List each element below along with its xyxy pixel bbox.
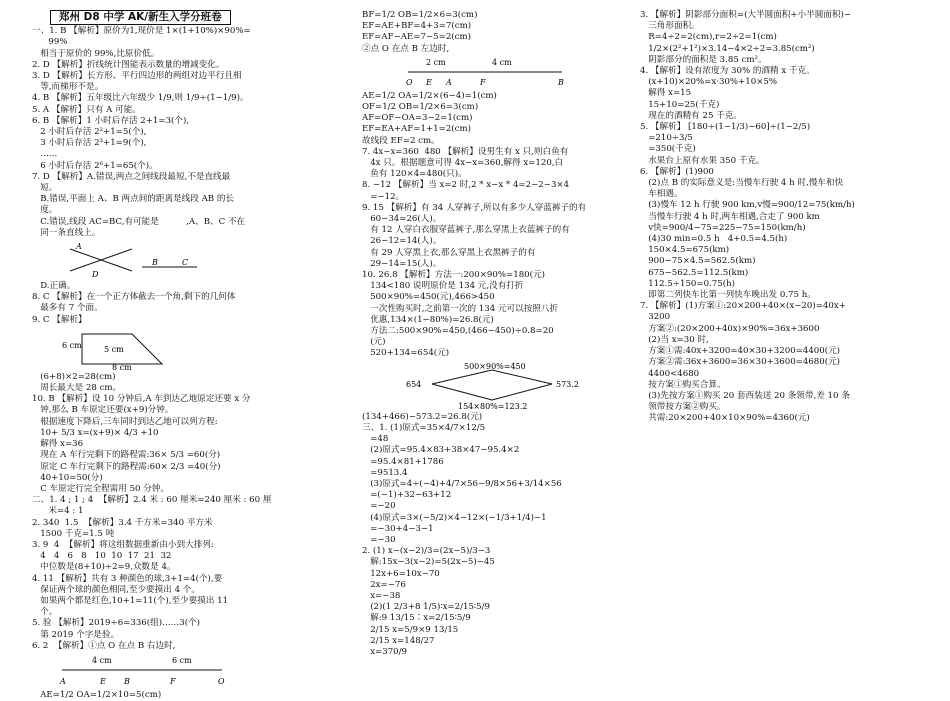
text-line: 2x=−76 <box>362 579 406 590</box>
page-title: 郑州 D8 中学 AK/新生入学分班卷 <box>50 10 231 25</box>
text-line: BF=1/2 OB=1/2×6=3(cm) <box>362 10 478 20</box>
text-line: 134<180 说明原价是 134 元,没有打折 <box>362 281 524 292</box>
text-line: 当慢车行驶 4 h 时,两车相遇,合走了 900 km <box>640 211 820 222</box>
text-line: EF=EA+AF=1+1=2(cm) <box>362 124 471 135</box>
text-line: (x+10)×20%=x·30%+10×5% <box>640 77 778 88</box>
text-line: D.正确。 <box>32 281 76 292</box>
text-line: 方案②需:36x+3600=36×30+3600=4680(元) <box>640 357 841 368</box>
text-line: 8. C 【解析】在一个正方体截去一个角,剩下的几何体 <box>32 292 236 303</box>
text-line: C 车原定行完全程需用 50 分钟。 <box>32 483 170 494</box>
text-line: 度。 <box>32 205 58 216</box>
text-line: 1500 千克=1.5 吨 <box>32 528 115 539</box>
text-line: 900−75×4.5=562.5(km) <box>640 256 756 267</box>
text-line: 150×4.5=675(km) <box>640 245 730 256</box>
text-line: 3 小时后存活 2³+1=9(个), <box>32 138 147 149</box>
text-line: 原定 C 车行完剩下的路程需:60× 2/3 =40(分) <box>32 461 221 472</box>
fig-pt-e: E <box>100 676 106 686</box>
fig-len-2: 6 cm <box>172 655 192 665</box>
text-line: 解:9 13/15∶x=2/15∶5/9 <box>362 613 471 624</box>
text-line: 水果台上原有水果 350 千克。 <box>640 155 765 166</box>
text-line: (3)原式=4÷(−4)+4/7×56−9/8×56+3/14×56 <box>362 478 562 489</box>
text-line: 2. (1) x−(x−2)/3=(2x−5)/3−3 <box>362 546 491 557</box>
fig-tri-left: 654 <box>406 379 422 389</box>
text-line: =95.4×81+1786 <box>362 456 444 467</box>
fig-tri-edge-3 <box>432 384 492 400</box>
fig-tri-right: 573.2 <box>556 379 579 389</box>
fig-len-2: 4 cm <box>492 57 512 67</box>
text-line: 一次性购买时,之前第一次的 134 元可以按照八折 <box>362 303 559 314</box>
text-line: 1/2×(2²+1²)×3.14−4×2÷2=3.85(cm²) <box>640 43 815 54</box>
text-line: 112.5÷150=0.75(h) <box>640 278 735 289</box>
fig-len-1: 2 cm <box>426 57 446 67</box>
text-line: 5. 验 【解析】2019÷6=336(组)……3(个) <box>32 618 201 629</box>
text-line: 2/15 x=5/9×9 13/15 <box>362 624 459 635</box>
text-line: 29−14=15(人)。 <box>362 258 442 269</box>
text-line: 520+134=654(元) <box>362 348 450 359</box>
text-line: =350(千克) <box>640 144 696 155</box>
text-line: 2 小时后存活 2²+1=5(个), <box>32 127 147 138</box>
figure-segment-1 <box>52 654 232 688</box>
text-line: 3. D 【解析】长方形、平行四边形的两组对边平行且相 <box>32 71 242 82</box>
text-line: 6. 【解析】(1)900 <box>640 166 714 177</box>
text-line: 个。 <box>32 607 58 618</box>
text-line: x=−38 <box>362 590 401 601</box>
text-line: 方案②:(20×200+40x)×90%=36x+3600 <box>640 323 820 334</box>
column-1 <box>32 10 352 701</box>
text-line: =−30 <box>362 534 396 545</box>
fig-label-h: 5 cm <box>104 344 124 354</box>
text-line: 解:15x−3(x−2)=5(2x−5)−45 <box>362 557 495 568</box>
text-line: 12x+6=10x−70 <box>362 568 440 579</box>
text-line: EF=AE+BF=4+3=7(cm) <box>362 21 472 32</box>
text-line: 三、1. (1)原式=35×4/7×12/5 <box>362 422 486 433</box>
text-line: 中位数是(8+10)÷2=9,众数是 4。 <box>32 562 176 573</box>
text-line: 阴影部分的面积是 3.85 cm²。 <box>640 54 767 65</box>
text-line: ②点 O 在点 B 左边时, <box>362 43 450 54</box>
text-line: (3)先按方案①购买 20 套西装送 20 条领带,差 10 条 <box>640 390 850 401</box>
text-line: 2. D 【解析】折线统计图能表示数量的增减变化。 <box>32 59 225 70</box>
fig-tri-edge-2 <box>492 370 552 384</box>
fig-pt-o: O <box>218 676 225 686</box>
fig-label-b: B <box>152 258 158 268</box>
text-line: 共需:20×200+40×10×90%=4360(元) <box>640 413 810 424</box>
text-line: 9. 15 【解析】有 34 人穿裤子,所以有多少人穿蓝裤子的有 <box>362 202 587 213</box>
fig-pt-a: A <box>60 676 66 686</box>
fig-pt-f: F <box>480 77 486 87</box>
text-line: 如果两个都是红色,10+1=11(个),至少要摸出 11 <box>32 595 229 606</box>
text-line: 10. 26.8 【解析】方法一:200×90%=180(元) <box>362 270 545 281</box>
text-line: 4 4 6 8 10 10 17 21 32 <box>32 551 172 562</box>
text-line: 3. 9 4 【解析】将这组数据重新由小到大排列: <box>32 539 214 550</box>
text-line: 方法二:500×90%=450,(466−450)÷0.8=20 <box>362 326 554 337</box>
text-line: AE=1/2 OA=1/2×(6−4)=1(cm) <box>362 90 497 101</box>
fig-tri-edge-4 <box>492 384 552 400</box>
text-line: 优惠,134×(1−80%)=26.8(元) <box>362 314 494 325</box>
text-line: 6 小时后存活 2⁶+1=65(个)。 <box>32 160 158 171</box>
text-line: 4. 【解析】设有浓度为 30% 的酒精 x 千克。 <box>640 66 815 77</box>
text-line: 解得 x=36 <box>32 439 84 450</box>
fig-label-b: 8 cm <box>112 362 132 370</box>
text-line: 99% <box>32 37 68 48</box>
text-line: AE=1/2 OA=1/2×10=5(cm) <box>32 689 162 700</box>
text-line: 最多有 7 个面。 <box>32 303 103 314</box>
text-line: 一、1. B 【解析】原价为1,现价是 1×(1+10%)×90%= <box>32 26 251 37</box>
figure-trapezoid <box>62 328 202 370</box>
text-line: (4)原式=3×(−5/2)×4−12×(−1/3+1/4)−1 <box>362 512 547 523</box>
fig-label-w: 6 cm <box>62 340 82 350</box>
fig-pt-a: A <box>446 77 452 87</box>
text-line: =210÷3/5 <box>640 133 693 144</box>
text-line: 675−562.5=112.5(km) <box>640 267 749 278</box>
text-line: =9513.4 <box>362 467 408 478</box>
text-line: (2)点 B 的实际意义是:当慢车行驶 4 h 时,慢车和快 <box>640 178 844 189</box>
text-line: AF=OF−OA=3−2=1(cm) <box>362 113 473 124</box>
text-line: 8. −12 【解析】当 x=2 时,2 * x−x * 4=2−2−3×4 <box>362 180 570 191</box>
text-line: =−20 <box>362 501 396 512</box>
fig-tri-mid: 154×80%=123.2 <box>458 401 528 410</box>
text-line: 车相遇。 <box>640 189 683 200</box>
fig-label-c: C <box>182 258 189 268</box>
text-line: 2/15 x=148/27 <box>362 635 435 646</box>
figure-price-triangle <box>392 362 592 410</box>
text-line: 有 12 人穿白衣服穿蓝裤子,那么穿黑上衣蓝裤子的有 <box>362 225 570 236</box>
text-line: 第 2019 个字是验。 <box>32 629 120 640</box>
text-line: x=370/9 <box>362 646 408 657</box>
text-line: 周长最大是 28 cm。 <box>32 383 122 394</box>
text-line: 三角形面积。 <box>640 21 700 32</box>
text-line: 领带按方案②购买。 <box>640 402 726 413</box>
fig-tri-top: 500×90%=450 <box>464 361 526 371</box>
text-line: 4400<4680 <box>640 368 700 379</box>
text-line: 二、1. 4 ; 1 ; 4 【解析】2.4 米 : 60 厘米=240 厘米 : 60 厘 <box>32 495 272 506</box>
text-line: 7. 4x−x=360 480 【解析】设男生有 x 只,则白鱼有 <box>362 146 569 157</box>
text-line: 10+ 5/3 x=(x+9)× 4/3 +10 <box>32 427 159 438</box>
fig-tri-edge-1 <box>432 370 492 384</box>
text-line: 7. 【解析】(1)方案①:20×200+40×(x−20)=40x+ <box>640 301 846 312</box>
fig-pt-e: E <box>426 77 432 87</box>
text-line: 保证两个球的颜色相同,至少要摸出 4 个。 <box>32 584 200 595</box>
text-line: 现在的酒精有 25 千克。 <box>640 110 742 121</box>
text-line: 米=4 : 1 <box>32 506 84 517</box>
text-line: 鱼有 120×4=480(只)。 <box>362 169 467 180</box>
text-line: 钟,那么 B 车原定还要(x+9)分钟。 <box>32 405 174 416</box>
figure-segment-2 <box>402 57 572 89</box>
text-line: v快=900/4−75=225−75=150(km/h) <box>640 222 806 233</box>
fig-pt-f: F <box>170 676 176 686</box>
text-line: 9. C 【解析】 <box>32 314 87 325</box>
text-line: (2)原式=95.4×83+38×47−95.4×2 <box>362 445 520 456</box>
text-line: (元) <box>362 337 386 348</box>
text-line: 方案①需:40x+3200=40×30+3200=4400(元) <box>640 346 841 357</box>
text-line: 7. D 【解析】A.错误,两点之间线段最短,不是直线最 <box>32 171 231 182</box>
text-line: =(−1)+32−63+12 <box>362 490 452 501</box>
text-line: (3)慢车 12 h 行驶 900 km,v慢=900/12=75(km/h) <box>640 200 855 211</box>
text-line: 即第二列快车比第一列快车晚出发 0.75 h。 <box>640 290 816 301</box>
text-line: 40+10=50(分) <box>32 472 103 483</box>
text-line: =48 <box>362 434 389 445</box>
fig-pt-b: B <box>124 676 130 686</box>
text-line: 3. 【解析】阴影部分面积=(大半圆面积+小半圆面积)− <box>640 10 852 20</box>
text-line: OF=1/2 OB=1/2×6=3(cm) <box>362 102 479 113</box>
column-3 <box>640 10 938 425</box>
text-line: 现在 A 车行完剩下的路程需:36× 5/3 =60(分) <box>32 450 221 461</box>
text-line: 4. B 【解析】五年级比六年级少 1/9,则 1/9÷(1−1/9)。 <box>32 93 249 104</box>
text-line: 2. 340 1.5 【解析】3.4 千方米=340 平方米 <box>32 517 213 528</box>
text-line: 根据速度下降后,三车同时到达乙地可以列方程: <box>32 416 218 427</box>
text-line: 同一条直线上。 <box>32 227 101 238</box>
text-line: 15+10=25(千克) <box>640 99 720 110</box>
text-line: 26−12=14(人)。 <box>362 236 442 247</box>
text-line: 解得 x=15 <box>640 88 692 99</box>
text-line: 5. 【解析】 [180÷(1−1/3)−60]÷(1−2/5) <box>640 122 811 133</box>
text-line: 5. A 【解析】只有 A 可能。 <box>32 104 141 115</box>
text-line: =−30+4−3−1 <box>362 523 434 534</box>
text-line: 等,而梯形不是。 <box>32 82 104 93</box>
text-line: 6. 2 【解析】①点 O 在点 B 右边时, <box>32 640 176 651</box>
text-line: 有 29 人穿黑上衣,那么穿黑上衣黑裤子的有 <box>362 247 536 258</box>
fig-pt-o: O <box>406 77 413 87</box>
text-line: 按方案①购买合算。 <box>640 379 726 390</box>
text-line: C.错误,线段 AC=BC,有可能是 ,A、B、C 不在 <box>32 216 246 227</box>
text-line: =−12。 <box>362 191 405 202</box>
text-line: (134+466)−573.2=26.8(元) <box>362 411 483 422</box>
column-2-lines <box>362 10 660 658</box>
text-line: 10. B 【解析】设 10 分钟后,A 车到达乙地原定还要 x 分 <box>32 394 251 405</box>
column-3-lines <box>640 10 938 425</box>
text-line: 4. 11 【解析】共有 3 种颜色的球,3+1=4(个),要 <box>32 573 223 584</box>
fig-label-a: A <box>76 242 82 252</box>
column-2 <box>362 10 660 658</box>
text-line: R=4÷2=2(cm),r=2÷2=1(cm) <box>640 32 777 43</box>
text-line: 相当于原价的 99%,比原价低。 <box>32 48 160 59</box>
text-line: 500×90%=450(元),466>450 <box>362 292 495 303</box>
text-line: (2)(1 2/3+8 1/5)∶x=2/15∶5/9 <box>362 602 490 613</box>
text-line: 故线段 EF=2 cm。 <box>362 135 440 146</box>
text-line: EF=AF−AE=7−5=2(cm) <box>362 32 471 43</box>
column-1-lines <box>32 26 352 701</box>
text-line: 60−34=26(人)。 <box>362 214 442 225</box>
figure-lines-abcd <box>62 241 202 279</box>
text-line: …… <box>32 149 58 160</box>
text-line: 6. B 【解析】1 小时后存活 2+1=3(个), <box>32 115 190 126</box>
text-line: 短。 <box>32 183 58 194</box>
text-line: 4x 只。根据题意可得 4x−x=360,解得 x=120,白 <box>362 158 564 169</box>
text-line: (4)30 min=0.5 h 4+0.5=4.5(h) <box>640 234 788 245</box>
text-line: (6+8)×2=28(cm) <box>32 371 116 382</box>
text-line: B.错误,平面上 A、B 两点间的距离是线段 AB 的长 <box>32 194 235 205</box>
text-line: 3200 <box>640 312 671 323</box>
fig-label-d: D <box>92 270 99 280</box>
fig-pt-b: B <box>558 77 564 87</box>
fig-len-1: 4 cm <box>92 655 112 665</box>
text-line: (2)当 x=30 时, <box>640 334 709 345</box>
